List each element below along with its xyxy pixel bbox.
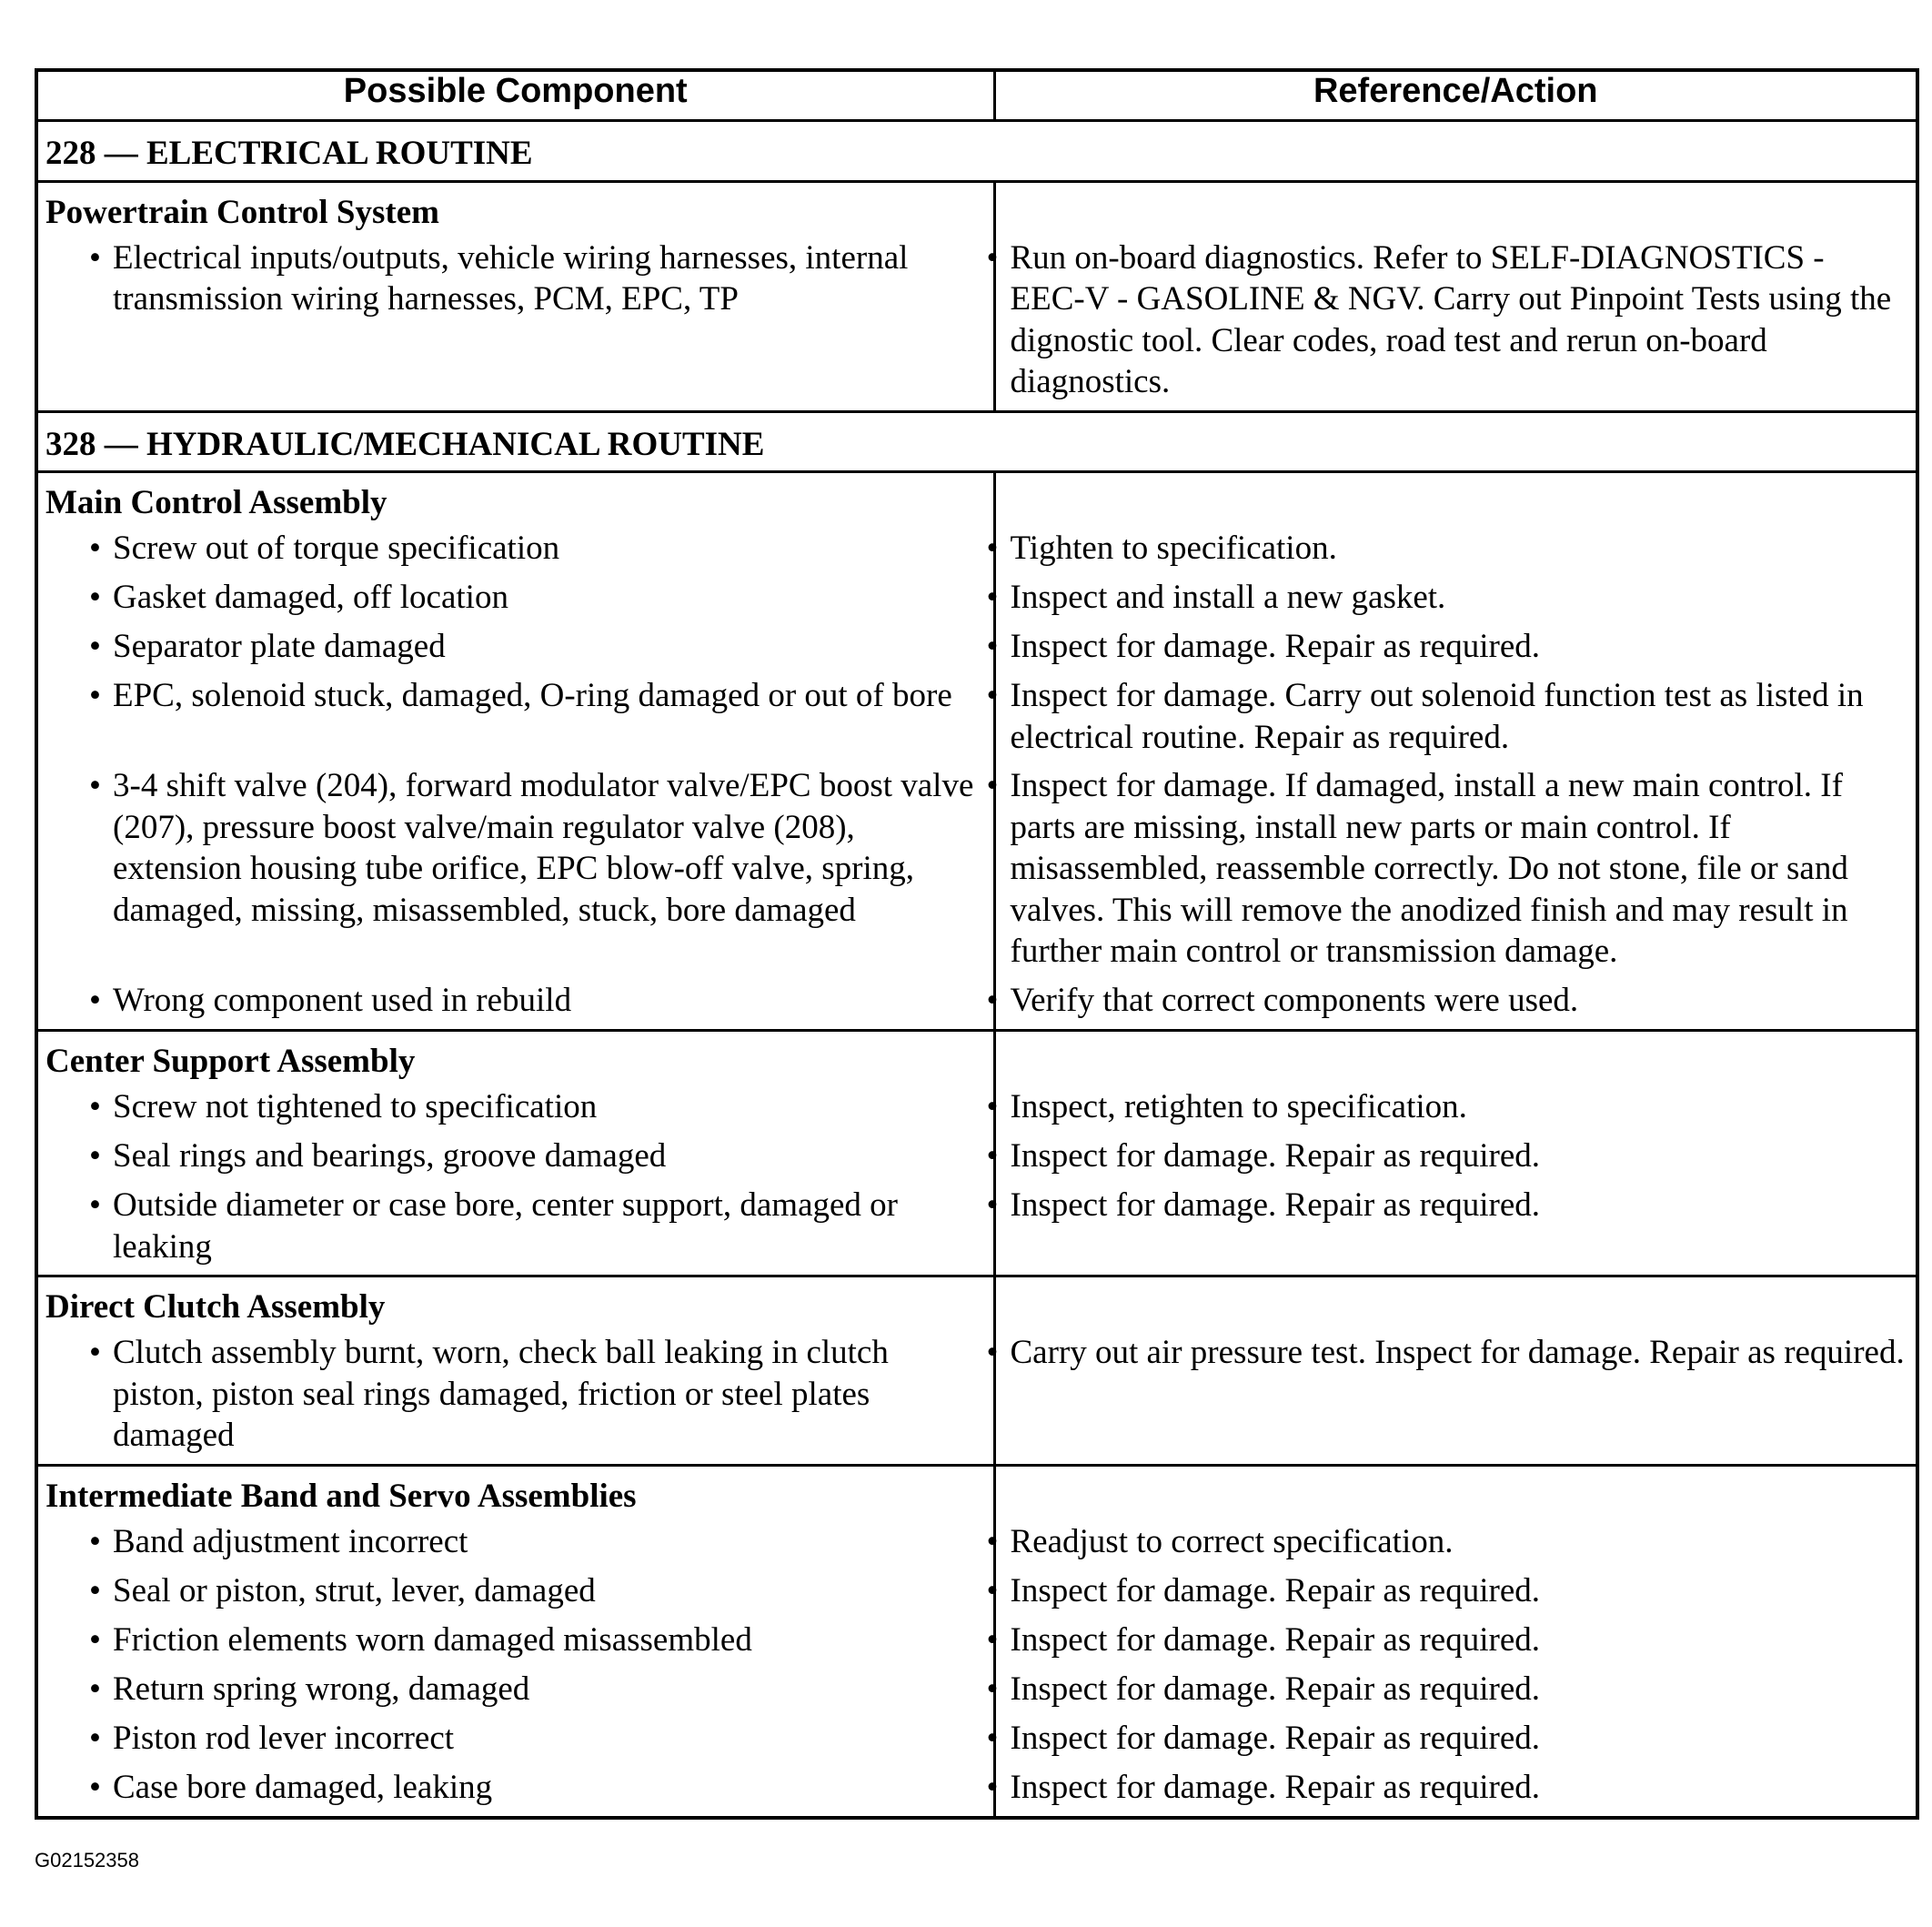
component-list	[38, 1332, 993, 1457]
action-item: • Inspect for damage. Repair as required.	[1011, 1718, 1907, 1760]
component-list	[38, 1521, 993, 1809]
action-spacer	[996, 1277, 1917, 1332]
action-item: • Inspect, retighten to specification.	[1011, 1086, 1907, 1128]
action-item: • Verify that correct components were used.	[1011, 980, 1907, 1022]
component-item: • Seal or piston, strut, lever, damaged	[113, 1570, 984, 1612]
action-item: • Inspect for damage. Repair as required.	[1011, 1767, 1907, 1809]
component-cell	[36, 472, 994, 1031]
component-item: • Separator plate damaged	[113, 626, 984, 668]
group-title: Intermediate Band and Servo Assemblies	[45, 1478, 637, 1515]
action-spacer	[996, 473, 1917, 528]
component-cell	[36, 1466, 994, 1819]
component-item: • Electrical inputs/outputs, vehicle wiring harnesses, internal transmission wiring harnesses, PCM, EPC, TP	[113, 237, 984, 403]
header-reference-action: Reference/Action	[994, 70, 1917, 121]
action-list	[996, 1086, 1917, 1267]
component-item: • 3-4 shift valve (204), forward modulator valve/EPC boost valve (207), pressure boost valve/main regulator valve (208), extension housing tube orifice, EPC blow-off valve, spring, damaged, missing, misassembled, stuck, bore damaged	[113, 765, 984, 973]
component-cell	[36, 181, 994, 411]
action-cell	[994, 1466, 1917, 1819]
action-list	[996, 237, 1917, 403]
action-item: • Inspect and install a new gasket.	[1011, 577, 1907, 619]
action-item: • Inspect for damage. Repair as required.	[1011, 1185, 1907, 1267]
action-list	[996, 528, 1917, 1022]
component-item: • Screw out of torque specification	[113, 528, 984, 570]
routine-row	[36, 411, 1917, 472]
action-item: • Inspect for damage. Repair as required.	[1011, 1669, 1907, 1710]
action-list	[996, 1332, 1917, 1457]
routine-title: 328 — HYDRAULIC/MECHANICAL ROUTINE	[36, 411, 1917, 472]
component-item: • Wrong component used in rebuild	[113, 980, 984, 1022]
component-list	[38, 528, 993, 1022]
component-item: • Seal rings and bearings, groove damaged	[113, 1135, 984, 1177]
component-item: • Gasket damaged, off location	[113, 577, 984, 619]
component-item: • EPC, solenoid stuck, damaged, O-ring damaged or out of bore	[113, 675, 984, 758]
action-spacer	[996, 183, 1917, 237]
group-row	[36, 1466, 1917, 1819]
group-row	[36, 181, 1917, 411]
component-list	[38, 237, 993, 403]
action-cell	[994, 181, 1917, 411]
component-item: • Band adjustment incorrect	[113, 1521, 984, 1563]
component-list	[38, 1086, 993, 1267]
action-item: • Inspect for damage. If damaged, install a new main control. If parts are missing, install new parts or main control. If misassembled, reassemble correctly. Do not stone, file or sand valves. This will remove the anodized finish and may result in further main control or transmission damage.	[1011, 765, 1907, 973]
component-item: • Case bore damaged, leaking	[113, 1767, 984, 1809]
group-row	[36, 1031, 1917, 1276]
action-list	[996, 1521, 1917, 1809]
action-item: • Inspect for damage. Carry out solenoid function test as listed in electrical routine. Repair as required.	[1011, 675, 1907, 758]
component-item: • Outside diameter or case bore, center support, damaged or leaking	[113, 1185, 984, 1267]
action-item: • Inspect for damage. Repair as required.	[1011, 1135, 1907, 1177]
routine-row	[36, 121, 1917, 182]
action-item: • Carry out air pressure test. Inspect for damage. Repair as required.	[1011, 1332, 1907, 1457]
group-title: Center Support Assembly	[45, 1043, 416, 1080]
diagnosis-table	[35, 68, 1919, 1820]
action-spacer	[996, 1032, 1917, 1086]
action-item: • Readjust to correct specification.	[1011, 1521, 1907, 1563]
action-cell	[994, 1031, 1917, 1276]
component-item: • Friction elements worn damaged misassembled	[113, 1619, 984, 1661]
action-item: • Inspect for damage. Repair as required.	[1011, 1619, 1907, 1661]
group-title: Main Control Assembly	[45, 484, 387, 521]
component-item: • Screw not tightened to specification	[113, 1086, 984, 1128]
header-possible-component: Possible Component	[36, 70, 994, 121]
routine-title: 228 — ELECTRICAL ROUTINE	[36, 121, 1917, 182]
header-row	[36, 70, 1917, 121]
action-item: • Tighten to specification.	[1011, 528, 1907, 570]
action-spacer	[996, 1467, 1917, 1521]
component-item: • Clutch assembly burnt, worn, check ball leaking in clutch piston, piston seal rings damaged, friction or steel plates damaged	[113, 1332, 984, 1457]
action-cell	[994, 472, 1917, 1031]
action-item: • Run on-board diagnostics. Refer to SELF-DIAGNOSTICS - EEC-V - GASOLINE & NGV. Carry out Pinpoint Tests using the dignostic tool. Clear codes, road test and rerun on-board diagnostics.	[1011, 237, 1907, 403]
component-item: • Piston rod lever incorrect	[113, 1718, 984, 1760]
component-item: • Return spring wrong, damaged	[113, 1669, 984, 1710]
figure-id: G02152358	[35, 1849, 139, 1872]
action-cell	[994, 1276, 1917, 1466]
group-title: Direct Clutch Assembly	[45, 1288, 386, 1326]
group-title: Powertrain Control System	[45, 193, 439, 231]
group-row	[36, 472, 1917, 1031]
table-body	[36, 121, 1917, 1819]
component-cell	[36, 1031, 994, 1276]
component-cell	[36, 1276, 994, 1466]
group-row	[36, 1276, 1917, 1466]
action-item: • Inspect for damage. Repair as required.	[1011, 1570, 1907, 1612]
action-item: • Inspect for damage. Repair as required.	[1011, 626, 1907, 668]
